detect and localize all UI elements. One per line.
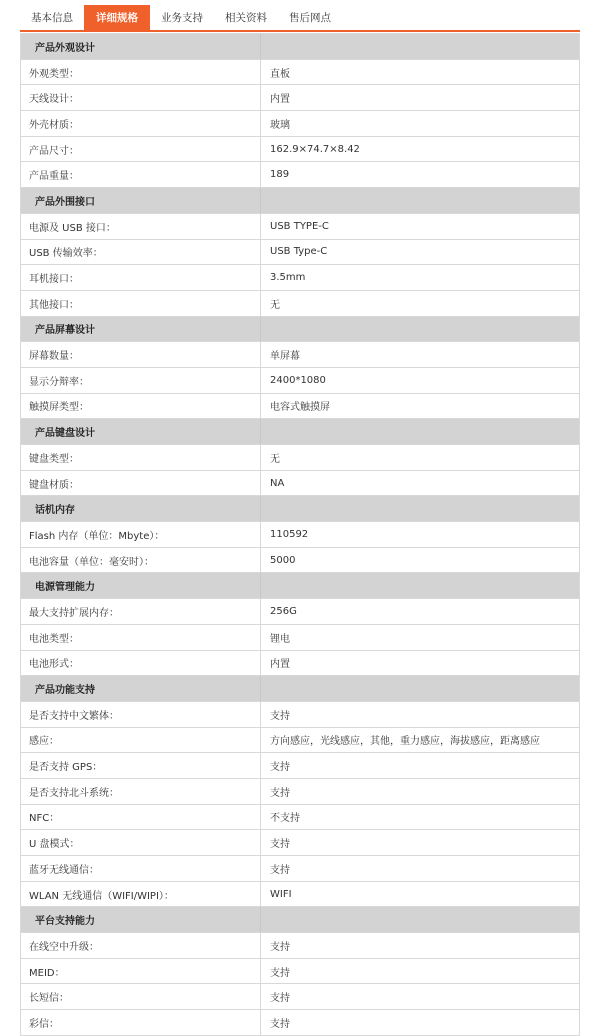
spec-value: 支持 — [270, 993, 290, 1005]
spec-row — [21, 778, 579, 804]
spec-value: 支持 — [270, 941, 290, 953]
tab-service-outlets[interactable]: 售后网点 — [289, 12, 331, 24]
section-header-spacer — [261, 419, 579, 444]
spec-value: 内置 — [270, 659, 290, 671]
spec-label: 产品尺寸： — [21, 137, 261, 162]
spec-value: 不支持 — [270, 813, 300, 825]
spec-row — [21, 958, 579, 984]
section-header-spacer — [261, 188, 579, 213]
spec-label: 电池类型： — [21, 625, 261, 650]
tab-related-docs[interactable]: 相关资料 — [225, 12, 267, 24]
section-title: 平台支持能力 — [21, 907, 261, 932]
spec-label: Flash 内存（单位：Mbyte）： — [21, 522, 261, 547]
spec-value: 支持 — [270, 787, 290, 799]
spec-value: NA — [270, 477, 285, 489]
spec-row — [21, 521, 579, 547]
spec-row — [21, 213, 579, 239]
spec-value: 3.5mm — [270, 272, 306, 284]
spec-label: 感应： — [21, 728, 261, 753]
section-header-spacer — [261, 676, 579, 701]
spec-label: 电池容量（单位：毫安时）： — [21, 548, 261, 573]
section-header — [21, 33, 579, 59]
spec-value: USB TYPE-C — [270, 220, 329, 232]
spec-value: 110592 — [270, 528, 309, 540]
section-title: 话机内存 — [21, 496, 261, 521]
spec-label: 电源及 USB 接口： — [21, 214, 261, 239]
spec-row — [21, 444, 579, 470]
spec-row — [21, 650, 579, 676]
spec-label: 外观类型： — [21, 60, 261, 85]
spec-value: 5000 — [270, 554, 296, 566]
spec-value: 162.9×74.7×8.42 — [270, 143, 360, 155]
section-header — [21, 187, 579, 213]
spec-row — [21, 84, 579, 110]
spec-value: 256G — [270, 605, 297, 617]
spec-tab-bar — [20, 5, 580, 32]
spec-value: 189 — [270, 169, 290, 181]
spec-label: 是否支持中文繁体： — [21, 702, 261, 727]
section-title: 产品屏幕设计 — [21, 317, 261, 342]
spec-row — [21, 290, 579, 316]
spec-row — [21, 239, 579, 265]
section-title: 产品键盘设计 — [21, 419, 261, 444]
section-title: 电源管理能力 — [21, 573, 261, 598]
section-header-spacer — [261, 317, 579, 342]
spec-value: 支持 — [270, 967, 290, 979]
spec-value: USB Type-C — [270, 246, 328, 258]
spec-label: 显示分辩率： — [21, 368, 261, 393]
spec-row — [21, 393, 579, 419]
spec-value: 方向感应，光线感应，其他，重力感应，海拔感应，距离感应 — [270, 736, 540, 748]
spec-value: 支持 — [270, 839, 290, 851]
spec-row — [21, 855, 579, 881]
spec-label: 最大支持扩展内存： — [21, 599, 261, 624]
spec-table — [20, 33, 580, 1036]
spec-label: 外壳材质： — [21, 111, 261, 136]
spec-label: WLAN 无线通信（WIFI/WIPI）： — [21, 882, 261, 907]
spec-row — [21, 110, 579, 136]
section-header-spacer — [261, 573, 579, 598]
spec-value: 电容式触摸屏 — [270, 402, 330, 414]
spec-value: 支持 — [270, 864, 290, 876]
spec-row — [21, 136, 579, 162]
spec-value: 支持 — [270, 710, 290, 722]
spec-row — [21, 598, 579, 624]
spec-label: 键盘材质： — [21, 471, 261, 496]
spec-value: 无 — [270, 453, 280, 465]
section-header — [21, 418, 579, 444]
section-header-spacer — [261, 907, 579, 932]
spec-value: 锂电 — [270, 633, 290, 645]
spec-label: 屏幕数量： — [21, 342, 261, 367]
spec-label: NFC： — [21, 805, 261, 830]
spec-value: 直板 — [270, 68, 290, 80]
spec-value: 玻璃 — [270, 119, 290, 131]
section-title: 产品功能支持 — [21, 676, 261, 701]
spec-label: 长短信： — [21, 984, 261, 1009]
spec-row — [21, 752, 579, 778]
spec-row — [21, 727, 579, 753]
section-title: 产品外围接口 — [21, 188, 261, 213]
spec-label: 触摸屏类型： — [21, 394, 261, 419]
spec-label: U 盘模式： — [21, 830, 261, 855]
spec-label: 彩信： — [21, 1010, 261, 1035]
spec-value: 2400*1080 — [270, 374, 326, 386]
spec-label: 其他接口： — [21, 291, 261, 316]
spec-label: 电池形式： — [21, 651, 261, 676]
spec-row — [21, 829, 579, 855]
section-header — [21, 906, 579, 932]
spec-label: 天线设计： — [21, 85, 261, 110]
spec-row — [21, 932, 579, 958]
spec-row — [21, 547, 579, 573]
tab-basic-info[interactable]: 基本信息 — [31, 12, 73, 24]
spec-row — [21, 624, 579, 650]
spec-value: 内置 — [270, 94, 290, 106]
spec-row — [21, 341, 579, 367]
spec-row — [21, 59, 579, 85]
spec-label: 耳机接口： — [21, 265, 261, 290]
spec-value: 支持 — [270, 762, 290, 774]
spec-label: MEID： — [21, 959, 261, 984]
spec-value: 无 — [270, 299, 280, 311]
spec-row — [21, 804, 579, 830]
spec-row — [21, 983, 579, 1009]
section-header — [21, 675, 579, 701]
spec-row — [21, 264, 579, 290]
spec-value: 单屏幕 — [270, 351, 300, 363]
tab-business-support[interactable]: 业务支持 — [161, 12, 203, 24]
spec-row — [21, 1009, 579, 1035]
section-title: 产品外观设计 — [21, 34, 261, 59]
spec-row — [21, 701, 579, 727]
tab-detailed-specs[interactable]: 详细规格 — [84, 5, 150, 30]
section-header-spacer — [261, 34, 579, 59]
spec-label: 在线空中升级： — [21, 933, 261, 958]
spec-row — [21, 881, 579, 907]
spec-label: 是否支持北斗系统： — [21, 779, 261, 804]
spec-value: 支持 — [270, 1018, 290, 1030]
section-header — [21, 316, 579, 342]
spec-label: USB 传输效率： — [21, 240, 261, 265]
spec-label: 产品重量： — [21, 162, 261, 187]
section-header-spacer — [261, 496, 579, 521]
section-header — [21, 572, 579, 598]
spec-value: WIFI — [270, 888, 292, 900]
spec-row — [21, 470, 579, 496]
spec-label: 键盘类型： — [21, 445, 261, 470]
spec-row — [21, 367, 579, 393]
section-header — [21, 495, 579, 521]
spec-label: 是否支持 GPS： — [21, 753, 261, 778]
spec-label: 蓝牙无线通信： — [21, 856, 261, 881]
spec-row — [21, 161, 579, 187]
